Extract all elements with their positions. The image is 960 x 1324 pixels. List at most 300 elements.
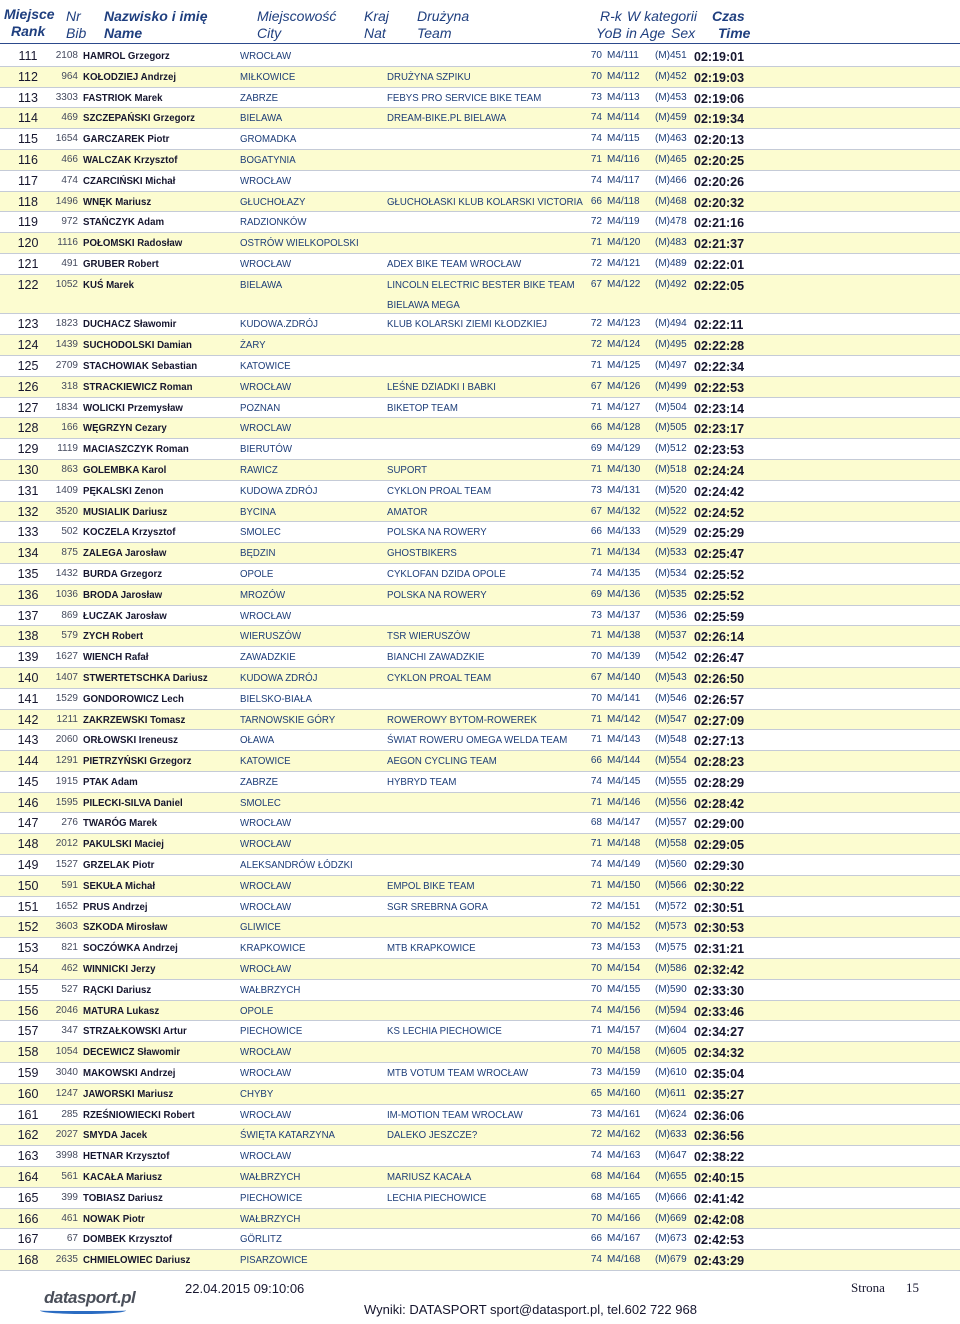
cell-sex: (M)489 (655, 257, 687, 269)
cell-time: 02:26:57 (694, 692, 745, 707)
cell-city: KATOWICE (240, 755, 291, 768)
cell-sex: (M)468 (655, 195, 687, 207)
cell-city: GLIWICE (240, 921, 281, 934)
cell-rank: 159 (17, 1066, 39, 1081)
cell-sex: (M)499 (655, 380, 687, 392)
cell-rank: 133 (17, 525, 39, 540)
cell-city: ZAWADZKIE (240, 651, 296, 664)
cell-cat: M4/161 (607, 1108, 641, 1120)
cell-cat: M4/156 (607, 1004, 641, 1016)
cell-name: WIENCH Rafał (83, 651, 149, 664)
cell-rank: 155 (17, 982, 39, 997)
table-row (0, 876, 960, 897)
cell-time: 02:32:42 (694, 963, 745, 978)
cell-sex: (M)537 (655, 630, 687, 642)
cell-city: ALEKSANDRÓW ŁÓDZKI (240, 859, 353, 872)
cell-rank: 168 (17, 1253, 39, 1268)
cell-name: STRZAŁKOWSKI Artur (83, 1025, 187, 1038)
cell-name: STRACKIEWICZ Roman (83, 380, 193, 393)
cell-yob: 72 (590, 339, 602, 351)
cell-cat: M4/140 (607, 671, 641, 683)
cell-name: DUCHACZ Sławomir (83, 318, 177, 331)
table-row (0, 192, 960, 213)
cell-rank: 134 (17, 546, 39, 561)
cell-team: SUPORT (387, 463, 428, 476)
table-row (0, 606, 960, 627)
table-row (0, 335, 960, 356)
cell-sex: (M)573 (655, 921, 687, 933)
cell-time: 02:30:53 (694, 921, 745, 936)
cell-yob: 72 (590, 318, 602, 330)
table-row (0, 1042, 960, 1063)
cell-time: 02:24:52 (694, 505, 745, 520)
header-nat-pl: Kraj (364, 8, 389, 24)
cell-bib: 502 (61, 526, 78, 538)
cell-name: WNĘK Mariusz (83, 195, 152, 208)
cell-rank: 135 (17, 566, 39, 581)
cell-bib: 166 (61, 422, 78, 434)
cell-cat: M4/158 (607, 1046, 641, 1058)
cell-bib: 1432 (55, 567, 78, 579)
cell-sex: (M)463 (655, 133, 687, 145)
table-row (0, 730, 960, 751)
cell-yob: 74 (590, 1254, 602, 1266)
cell-yob: 66 (590, 195, 602, 207)
cell-city: OŁAWA (240, 734, 275, 747)
cell-rank: 143 (17, 733, 39, 748)
cell-rank: 120 (17, 236, 39, 251)
cell-city: WROCŁAW (240, 879, 292, 892)
cell-cat: M4/149 (607, 859, 641, 871)
cell-cat: M4/116 (607, 153, 640, 165)
cell-yob: 73 (590, 1067, 602, 1079)
cell-rank: 126 (17, 379, 39, 394)
cell-yob: 70 (590, 1046, 602, 1058)
cell-rank: 141 (17, 691, 39, 706)
cell-name: SUCHODOLSKI Damian (83, 339, 192, 352)
cell-team: POLSKA NA ROWERY (387, 526, 487, 539)
cell-city: BYCINA (240, 505, 276, 518)
cell-yob: 70 (590, 692, 602, 704)
cell-bib: 285 (61, 1108, 78, 1120)
header-name-en: Name (104, 25, 143, 41)
cell-bib: 1496 (55, 195, 78, 207)
cell-team: POLSKA NA ROWERY (387, 588, 487, 601)
cell-city: OPOLE (240, 1004, 274, 1017)
cell-bib: 2108 (55, 50, 78, 61)
cell-sex: (M)560 (655, 859, 687, 871)
cell-cat: M4/138 (607, 630, 641, 642)
cell-cat: M4/113 (607, 91, 640, 103)
table-row (0, 647, 960, 668)
cell-sex: (M)466 (655, 174, 687, 186)
cell-team: KS LECHIA PIECHOWICE (387, 1025, 502, 1038)
table-row (0, 418, 960, 439)
table-row (0, 564, 960, 585)
header-city-pl: Miejscowość (257, 8, 337, 24)
cell-city: WROCŁAW (240, 609, 292, 622)
cell-rank: 156 (17, 1003, 39, 1018)
cell-sex: (M)566 (655, 879, 687, 891)
cell-bib: 1407 (55, 671, 78, 683)
cell-team: BIKETOP TEAM (387, 401, 458, 414)
cell-cat: M4/128 (607, 422, 641, 434)
cell-rank: 145 (17, 774, 39, 789)
cell-time: 02:34:32 (694, 1046, 745, 1061)
cell-yob: 73 (590, 484, 602, 496)
cell-team: BIANCHI ZAWADZKIE (387, 651, 485, 664)
header-bib-en: Bib (66, 25, 87, 41)
table-row (0, 938, 960, 959)
cell-cat: M4/143 (607, 734, 641, 746)
cell-city: WAŁBRZYCH (240, 983, 301, 996)
cell-cat: M4/152 (607, 921, 641, 933)
cell-time: 02:29:30 (694, 859, 745, 874)
cell-rank: 116 (18, 152, 38, 167)
table-row (0, 793, 960, 814)
cell-time: 02:30:22 (694, 879, 745, 894)
cell-team: LECHIA PIECHOWICE (387, 1191, 487, 1204)
cell-team: DALEKO JESZCZE? (387, 1129, 478, 1142)
cell-rank: 139 (17, 650, 39, 665)
cell-bib: 3303 (55, 91, 78, 103)
cell-name: ZYCH Robert (83, 630, 144, 643)
table-row (0, 502, 960, 523)
cell-cat: M4/148 (607, 838, 641, 850)
table-row (0, 314, 960, 335)
cell-name: PAKULSKI Maciej (83, 838, 164, 851)
cell-sex: (M)558 (655, 838, 687, 850)
header-team-pl: Drużyna (417, 8, 470, 24)
cell-team: CYKLOFAN DZIDA OPOLE (387, 567, 506, 580)
cell-time: 02:25:47 (694, 547, 745, 562)
cell-city: WROCLAW (240, 422, 292, 435)
cell-time: 02:20:25 (694, 153, 745, 168)
cell-yob: 70 (590, 963, 602, 975)
cell-bib: 2046 (55, 1004, 78, 1016)
table-row (0, 1146, 960, 1167)
cell-time: 02:19:01 (694, 50, 745, 64)
cell-time: 02:20:26 (694, 174, 745, 189)
cell-yob: 67 (590, 505, 602, 517)
cell-name: RZEŚNIOWIECKI Robert (83, 1108, 195, 1121)
cell-rank: 117 (18, 173, 38, 188)
cell-name: GONDOROWICZ Lech (83, 692, 184, 705)
table-row (0, 481, 960, 502)
cell-name: SZCZEPAŃSKI Grzegorz (83, 112, 195, 125)
cell-city: BIELSKO-BIAŁA (240, 692, 312, 705)
logo-wordmark: datasport.pl (44, 1288, 136, 1307)
cell-bib: 527 (61, 983, 78, 995)
cell-bib: 1116 (57, 237, 78, 249)
cell-sex: (M)546 (655, 692, 687, 704)
cell-time: 02:33:30 (694, 983, 745, 998)
cell-bib: 1823 (55, 318, 78, 330)
cell-city: GŁUCHOŁAZY (240, 195, 306, 208)
cell-yob: 71 (590, 463, 602, 475)
cell-cat: M4/118 (607, 195, 640, 207)
cell-city: ZABRZE (240, 91, 279, 104)
cell-team: LEŚNE DZIADKI I BABKI (387, 380, 496, 393)
cell-yob: 70 (590, 921, 602, 933)
table-row (0, 751, 960, 772)
cell-bib: 1595 (55, 796, 78, 808)
cell-city: WAŁBRZYCH (240, 1171, 301, 1184)
cell-team: AEGON CYCLING TEAM (387, 755, 497, 768)
cell-name: DOMBEK Krzysztof (83, 1233, 173, 1246)
cell-cat: M4/134 (607, 547, 641, 559)
cell-cat: M4/127 (607, 401, 641, 413)
cell-sex: (M)518 (655, 463, 687, 475)
cell-yob: 73 (590, 91, 602, 103)
cell-bib: 1247 (55, 1087, 78, 1099)
cell-name: KOCZELA Krzysztof (83, 526, 176, 539)
results-table-body (0, 46, 960, 1271)
header-rank-en: Rank (11, 23, 46, 39)
table-row (0, 710, 960, 731)
cell-team: ŚWIAT ROWERU OMEGA WELDA TEAM (387, 734, 568, 747)
cell-name: SMYDA Jacek (83, 1129, 148, 1142)
cell-rank: 122 (17, 277, 39, 292)
cell-city: KUDOWA ZDRÓJ (240, 484, 318, 497)
page-number: 15 (906, 1280, 919, 1295)
cell-yob: 71 (590, 630, 602, 642)
header-nat-en: Nat (364, 25, 386, 41)
cell-yob: 66 (590, 755, 602, 767)
cell-yob: 74 (590, 859, 602, 871)
cell-cat: M4/144 (607, 755, 641, 767)
cell-team: FEBYS PRO SERVICE BIKE TEAM (387, 91, 542, 104)
cell-yob: 66 (590, 526, 602, 538)
cell-yob: 73 (590, 1108, 602, 1120)
cell-cat: M4/139 (607, 651, 641, 663)
cell-name: ZALEGA Jarosław (83, 547, 167, 560)
cell-bib: 1439 (55, 339, 78, 351)
cell-sex: (M)572 (655, 900, 687, 912)
cell-name: KUŚ Marek (83, 278, 135, 291)
cell-bib: 2027 (55, 1129, 78, 1141)
cell-name: ZAKRZEWSKI Tomasz (83, 713, 186, 726)
cell-sex: (M)495 (655, 339, 687, 351)
header-yob-en: YoB (596, 25, 622, 41)
cell-name: POŁOMSKI Radosław (83, 237, 183, 250)
cell-city: WROCŁAW (240, 174, 292, 187)
table-row (0, 46, 960, 67)
cell-time: 02:25:29 (694, 526, 745, 541)
cell-sex: (M)520 (655, 484, 687, 496)
cell-name: BRODA Jarosław (83, 588, 163, 601)
cell-yob: 65 (590, 1087, 602, 1099)
cell-team: TSR WIERUSZÓW (387, 630, 471, 643)
cell-bib: 491 (61, 257, 78, 269)
cell-city: WIERUSZÓW (240, 630, 302, 643)
cell-city: OSTRÓW WIELKOPOLSKI (240, 237, 359, 250)
table-row (0, 212, 960, 233)
cell-rank: 138 (17, 629, 39, 644)
cell-city: BIERUTÓW (240, 443, 293, 456)
cell-name: CHMIELOWIEC Dariusz (83, 1254, 191, 1267)
cell-time: 02:35:27 (694, 1087, 745, 1102)
cell-bib: 1211 (56, 713, 78, 725)
cell-cat: M4/120 (607, 237, 641, 249)
header-team-en: Team (417, 25, 452, 41)
cell-sex: (M)542 (655, 651, 687, 663)
cell-time: 02:26:50 (694, 671, 745, 686)
cell-cat: M4/124 (607, 339, 641, 351)
cell-time: 02:28:23 (694, 755, 745, 770)
cell-cat: M4/145 (607, 775, 641, 787)
cell-bib: 1291 (55, 755, 78, 767)
cell-name: JAWORSKI Mariusz (83, 1087, 174, 1100)
cell-team: DREAM-BIKE.PL BIELAWA (387, 112, 507, 125)
cell-sex: (M)492 (655, 278, 687, 290)
cell-yob: 72 (590, 1129, 602, 1141)
cell-yob: 67 (590, 380, 602, 392)
cell-time: 02:22:11 (694, 318, 744, 333)
cell-name: WOLICKI Przemysław (83, 401, 183, 414)
cell-team-continued: BIELAWA MEGA (387, 298, 460, 311)
cell-sex: (M)451 (655, 50, 687, 61)
cell-time: 02:19:06 (694, 91, 745, 106)
cell-bib: 1529 (55, 692, 78, 704)
cell-rank: 140 (17, 670, 39, 685)
cell-time: 02:29:05 (694, 838, 745, 853)
cell-city: WROCŁAW (240, 817, 292, 830)
cell-rank: 161 (17, 1107, 39, 1122)
cell-yob: 70 (590, 983, 602, 995)
cell-time: 02:22:53 (694, 380, 745, 395)
cell-time: 02:25:59 (694, 609, 745, 624)
header-category-pl: W kategorii (627, 8, 698, 24)
cell-rank: 111 (18, 49, 38, 63)
cell-yob: 69 (590, 443, 602, 455)
cell-rank: 165 (17, 1190, 39, 1205)
cell-city: GÖRLITZ (240, 1233, 282, 1246)
cell-team: MTB KRAPKOWICE (387, 942, 476, 955)
cell-cat: M4/164 (607, 1171, 641, 1183)
cell-team: LINCOLN ELECTRIC BESTER BIKE TEAM (387, 278, 575, 291)
cell-sex: (M)557 (655, 817, 687, 829)
cell-time: 02:23:17 (694, 422, 745, 437)
header-yob-pl: R-k (600, 8, 622, 24)
cell-time: 02:28:42 (694, 796, 745, 811)
cell-city: WROCŁAW (240, 1108, 292, 1121)
cell-cat: M4/166 (607, 1212, 641, 1224)
cell-cat: M4/146 (607, 796, 641, 808)
cell-bib: 2709 (55, 359, 78, 371)
cell-team: ADEX BIKE TEAM WROCŁAW (387, 257, 522, 270)
cell-time: 02:40:15 (694, 1171, 745, 1186)
cell-city: KUDOWA ZDRÓJ (240, 671, 318, 684)
logo-swoosh-icon (40, 1307, 126, 1314)
page-footer (0, 1265, 960, 1324)
cell-name: STAŃCZYK Adam (83, 216, 165, 229)
cell-rank: 137 (17, 608, 39, 623)
cell-bib: 276 (61, 817, 78, 829)
cell-team: EMPOL BIKE TEAM (387, 879, 475, 892)
cell-time: 02:26:47 (694, 651, 745, 666)
table-row (0, 108, 960, 129)
cell-cat: M4/131 (607, 484, 641, 496)
cell-name: PIETRZYŃSKI Grzegorz (83, 755, 192, 768)
cell-sex: (M)533 (655, 547, 687, 559)
cell-name: RĄCKI Dariusz (83, 983, 152, 996)
cell-name: PRUS Andrzej (83, 900, 148, 913)
cell-city: ŚWIĘTA KATARZYNA (240, 1129, 336, 1142)
cell-sex: (M)465 (655, 153, 687, 165)
cell-yob: 70 (590, 50, 602, 61)
cell-sex: (M)604 (655, 1025, 687, 1037)
cell-bib: 863 (61, 463, 78, 475)
cell-rank: 114 (18, 111, 38, 126)
cell-cat: M4/119 (607, 216, 640, 228)
cell-sex: (M)669 (655, 1212, 687, 1224)
cell-time: 02:33:46 (694, 1004, 745, 1019)
cell-cat: M4/153 (607, 942, 641, 954)
table-row (0, 1105, 960, 1126)
cell-city: WAŁBRZYCH (240, 1212, 301, 1225)
cell-cat: M4/132 (607, 505, 641, 517)
cell-city: KUDOWA.ZDRÓJ (240, 318, 318, 331)
table-row (0, 897, 960, 918)
cell-team: CYKLON PROAL TEAM (387, 671, 492, 684)
cell-bib: 561 (61, 1171, 78, 1183)
cell-rank: 162 (17, 1128, 39, 1143)
cell-city: WROCŁAW (240, 50, 292, 62)
cell-sex: (M)543 (655, 671, 687, 683)
cell-rank: 148 (17, 837, 39, 852)
cell-city: WROCŁAW (240, 1046, 292, 1059)
cell-cat: M4/130 (607, 463, 641, 475)
cell-name: SZKODA Mirosław (83, 921, 168, 934)
cell-cat: M4/136 (607, 588, 641, 600)
table-row (0, 1084, 960, 1105)
cell-team: SGR SREBRNA GORA (387, 900, 488, 913)
cell-bib: 1036 (55, 588, 78, 600)
cell-sex: (M)594 (655, 1004, 687, 1016)
cell-bib: 466 (61, 153, 78, 165)
table-row (0, 522, 960, 543)
cell-bib: 972 (61, 216, 78, 228)
cell-cat: M4/163 (607, 1150, 641, 1162)
table-row (0, 254, 960, 275)
cell-sex: (M)534 (655, 567, 687, 579)
cell-rank: 160 (17, 1086, 39, 1101)
cell-bib: 1627 (55, 651, 78, 663)
cell-city: SMOLEC (240, 796, 281, 809)
cell-time: 02:41:42 (694, 1191, 745, 1206)
cell-bib: 1527 (55, 859, 78, 871)
cell-yob: 68 (590, 1171, 602, 1183)
cell-team: GŁUCHOŁASKI KLUB KOLARSKI VICTORIA (387, 195, 583, 208)
cell-city: CHYBY (240, 1087, 274, 1100)
cell-rank: 144 (17, 754, 39, 769)
cell-rank: 151 (17, 899, 39, 914)
cell-name: FASTRIOK Marek (83, 91, 163, 104)
cell-cat: M4/117 (607, 174, 640, 186)
cell-yob: 72 (590, 216, 602, 228)
cell-bib: 347 (61, 1025, 78, 1037)
cell-cat: M4/167 (607, 1233, 641, 1245)
cell-cat: M4/112 (607, 70, 640, 82)
cell-sex: (M)483 (655, 237, 687, 249)
cell-bib: 399 (61, 1191, 78, 1203)
cell-sex: (M)647 (655, 1150, 687, 1162)
cell-cat: M4/121 (607, 257, 641, 269)
cell-rank: 136 (17, 587, 39, 602)
cell-name: TWARÓG Marek (83, 817, 158, 830)
cell-cat: M4/157 (607, 1025, 641, 1037)
